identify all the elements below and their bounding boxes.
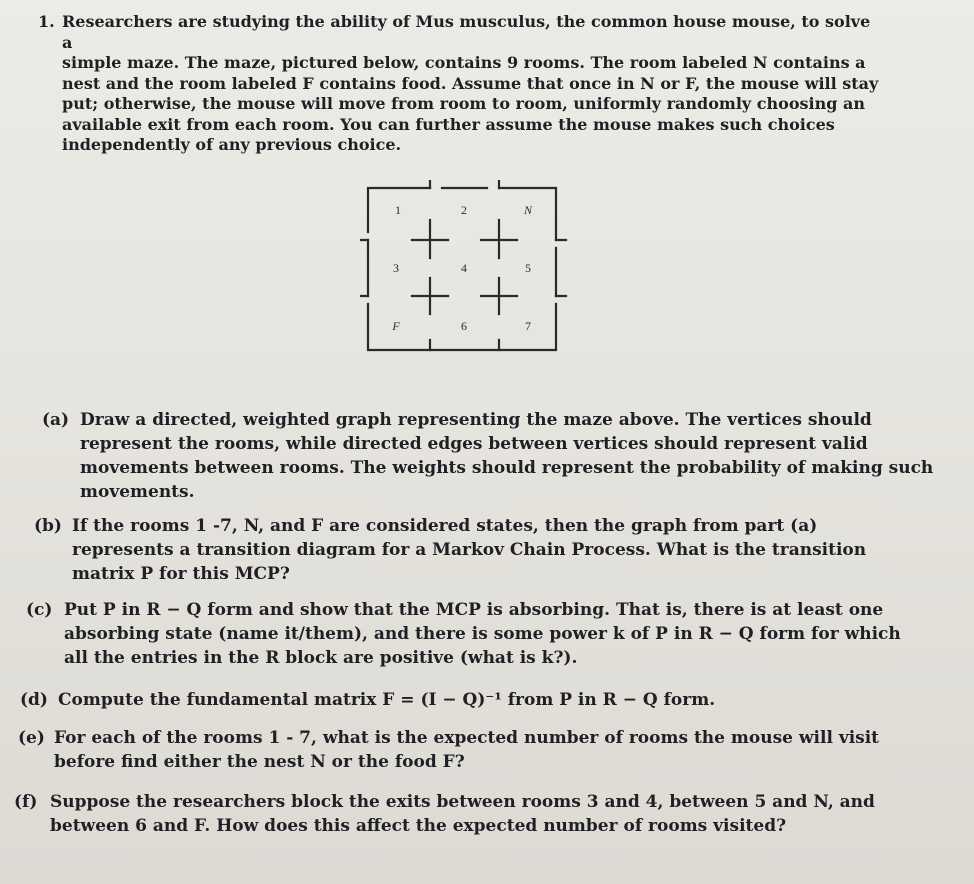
part-c <box>26 598 946 670</box>
room-label: 3 <box>393 261 399 275</box>
intro-line: available exit from each room. You can further assume the mouse makes such choices <box>62 114 835 134</box>
problem-intro <box>40 12 880 156</box>
part-line: Put P in R − Q form and show that the MCP is absorbing. That is, there is at least one <box>64 600 884 620</box>
part-line: If the rooms 1 -7, N, and F are considered states, then the graph from part (a) <box>72 516 818 536</box>
part-b <box>34 514 934 586</box>
part-line: Compute the fundamental matrix F = (I − Q)⁻¹ from P in R − Q form. <box>58 690 716 710</box>
problem-number: 1. <box>38 12 55 31</box>
part-d <box>20 688 940 712</box>
part-line: represent the rooms, while directed edges between vertices should represent valid <box>80 434 868 454</box>
part-line: represents a transition diagram for a Markov Chain Process. What is the transition <box>72 540 867 560</box>
maze-lower-crosses <box>412 278 517 314</box>
room-label: 1 <box>395 203 401 217</box>
room-label: 7 <box>525 319 531 333</box>
part-line: For each of the rooms 1 - 7, what is the expected number of rooms the mouse will visit <box>54 728 880 748</box>
room-label: 6 <box>461 319 467 333</box>
room-label: 2 <box>461 203 467 217</box>
part-label: (d) <box>20 690 48 710</box>
maze-svg <box>360 180 570 360</box>
part-line: matrix P for this MCP? <box>72 564 290 584</box>
part-label: (f) <box>14 792 38 812</box>
part-label: (e) <box>18 728 45 748</box>
room-label: N <box>523 203 533 217</box>
part-label: (b) <box>34 516 62 536</box>
part-line: before find either the nest N or the food F? <box>54 752 465 772</box>
intro-line: independently of any previous choice. <box>62 135 402 154</box>
part-e <box>18 726 948 774</box>
intro-line: put; otherwise, the mouse will move from room to room, uniformly randomly choosing an <box>62 94 865 113</box>
part-line: Draw a directed, weighted graph representing the maze above. The vertices should <box>80 410 872 430</box>
room-label: F <box>392 319 400 333</box>
part-label: (c) <box>26 600 53 620</box>
intro-line: nest and the room labeled F contains food. Assume that once in N or F, the mouse will stay <box>62 73 879 93</box>
part-line: movements. <box>80 482 195 502</box>
part-a <box>42 408 942 504</box>
part-line: movements between rooms. The weights should represent the probability of making such <box>80 458 934 478</box>
intro-line: simple maze. The maze, pictured below, contains 9 rooms. The room labeled N contains a <box>62 53 866 72</box>
part-f <box>14 790 954 838</box>
part-line: Suppose the researchers block the exits between rooms 3 and 4, between 5 and N, and <box>50 792 875 812</box>
part-line: absorbing state (name it/them), and there is some power k of P in R − Q form for which <box>64 624 901 644</box>
room-label: 4 <box>461 261 467 275</box>
maze-upper-crosses <box>412 220 517 258</box>
part-label: (a) <box>42 410 70 430</box>
part-line: between 6 and F. How does this affect the expected number of rooms visited? <box>50 816 787 836</box>
room-label: 5 <box>525 261 531 275</box>
maze-diagram <box>360 180 570 360</box>
part-line: all the entries in the R block are positive (what is k?). <box>64 648 578 668</box>
intro-line: Researchers are studying the ability of Mus musculus, the common house mouse, to solve a <box>62 12 871 52</box>
